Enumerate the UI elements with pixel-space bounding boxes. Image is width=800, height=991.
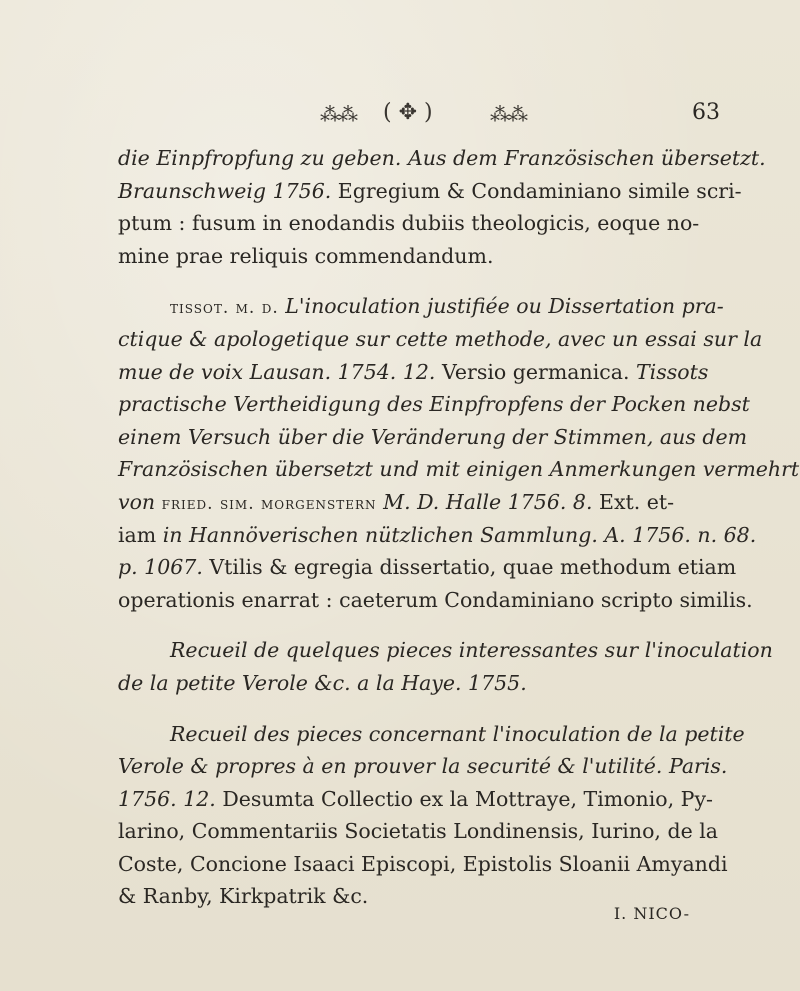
- roman-text: Vtilis & egregia dissertatio, quae methodum etiam: [209, 555, 737, 580]
- text-line: operationis enarrat : caeterum Condaminiano scripto similis.: [118, 587, 753, 612]
- entry-continuation: [118, 142, 766, 272]
- roman-text: Egregium & Condaminiano simile scri-: [337, 178, 742, 203]
- author-name: fried. sim. morgenstern: [161, 493, 377, 514]
- text-line: larino, Commentariis Societatis Londinensis, Iurino, de la: [118, 819, 718, 844]
- italic-text: 1756. 12.: [118, 786, 216, 811]
- text-line: [118, 290, 724, 323]
- text-line: Verole & propres à en prouver la securité & l'utilité. Paris.: [118, 754, 728, 779]
- text-line: [118, 551, 737, 584]
- italic-text: Aus dem Französischen übersetzt.: [407, 146, 766, 170]
- text-line: [118, 783, 713, 816]
- author-name: tissot. m. d.: [170, 298, 279, 319]
- roman-text: Desumta Collectio ex la Mottraye, Timonio, Py-: [222, 786, 713, 811]
- text-line: Coste, Concione Isaaci Episcopi, Epistolis Sloanii Amyandi: [118, 851, 728, 876]
- text-line: de la petite Verole &c. a la Haye. 1755.: [118, 670, 527, 695]
- text-line: [118, 142, 766, 175]
- italic-text: M. D. Halle 1756. 8.: [383, 489, 593, 514]
- text-line: [118, 486, 698, 519]
- text-line: einem Versuch über die Veränderung der Stimmen, aus dem: [118, 424, 748, 449]
- roman-text: Ext. et-: [599, 489, 675, 514]
- roman-text: Versio germanica.: [441, 359, 630, 384]
- italic-text: p. 1067.: [118, 555, 203, 580]
- text-line: mine prae reliquis commendandum.: [118, 243, 494, 268]
- right-ornament: ⁂⁂: [490, 102, 526, 126]
- text-line: Recueil de quelques pieces interessantes sur l'inoculation: [170, 638, 773, 663]
- text-line: & Ranby, Kirkpatrik &c.: [118, 884, 369, 909]
- page-number: 63: [692, 100, 720, 125]
- text-line: ctique & apologetique sur cette methode, avec un essai sur la: [118, 326, 763, 351]
- roman-text: iam: [118, 522, 157, 547]
- body-text: [118, 142, 800, 913]
- entry-recueil-paris: [118, 718, 745, 914]
- italic-text: Braunschweig 1756.: [118, 178, 332, 203]
- text-line: Recueil des pieces concernant l'inoculation de la petite: [170, 721, 745, 746]
- italic-text: L'inoculation justifiée ou Dissertation pra-: [285, 294, 724, 319]
- text-line: practische Vertheidigung des Einpfropfens der Pocken nebst: [118, 392, 750, 417]
- text-line: Französischen übersetzt und mit einigen Anmerkungen vermehrt: [118, 457, 800, 482]
- center-ornament: ( ✥ ): [383, 100, 433, 125]
- catchword: I. NICO-: [613, 904, 690, 923]
- italic-text: in Hannöverischen nützlichen Sammlung. A. 1756. n. 68.: [162, 522, 757, 547]
- italic-text: mue de voix Lausan. 1754. 12.: [118, 359, 436, 384]
- entry-recueil-haye: [118, 634, 773, 699]
- text-line: [118, 519, 757, 552]
- italic-text: die Einpfropfung zu geben.: [118, 146, 402, 170]
- page-header: [0, 96, 800, 136]
- text-line: [118, 356, 709, 389]
- text-line: ptum : fusum in enodandis dubiis theologicis, eoque no-: [118, 211, 700, 236]
- left-ornament: ⁂⁂: [320, 102, 356, 126]
- text-line: [118, 175, 742, 208]
- italic-text: Tissots: [636, 359, 709, 384]
- entry-tissot: [118, 290, 800, 616]
- italic-text: von: [118, 489, 156, 514]
